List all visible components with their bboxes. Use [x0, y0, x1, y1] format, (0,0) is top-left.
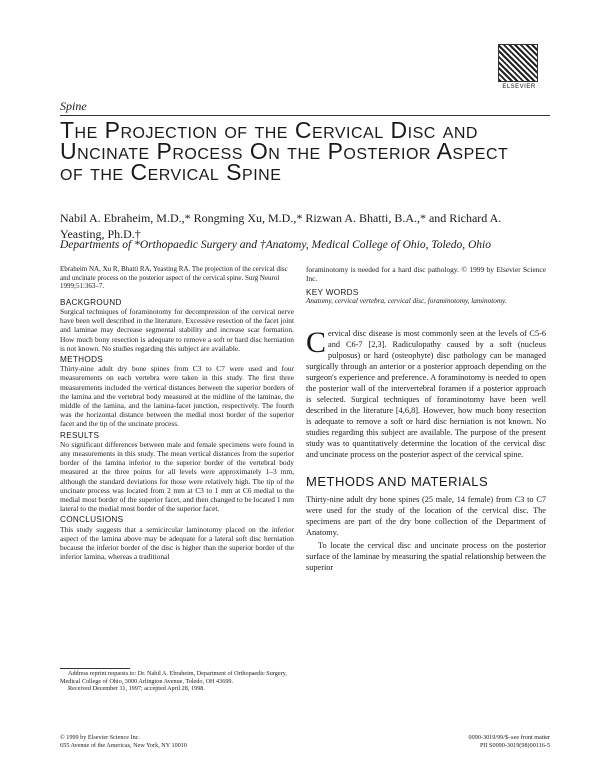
drop-cap: C [306, 326, 327, 360]
citation: Ebraheim NA, Xu R, Bhatti RA, Yeasting RA. The projection of the cervical disc and uncinate process on the posterior aspect of the cervical spine. Surg Neurol 1999;51:363–7. [60, 265, 288, 291]
reprint-address: Address reprint requests to: Dr. Nabil A. Ebraheim, Department of Orthopaedic Surgery, Medical College of Ohio, 3000 Arlington Avenue, Toledo, OH 43699. [60, 670, 287, 685]
publisher-address: 655 Avenue of the Americas, New York, NY 10010 [60, 741, 187, 749]
article-title: The Projection of the Cervical Disc and Uncinate Process On the Posterior Aspect of the Cervical Spine [60, 117, 509, 185]
background-text: Surgical techniques of foraminotomy for decompression of the cervical nerve have been well described in the literature. Excessive resection of the facet joint and laminae may decrease segmental stability and increase scar formation. How much bony resection is adequate to remove a soft or hard disc herniation is not known. No studies regarding this subject are available. [60, 306, 294, 353]
abstract-column [60, 265, 294, 563]
pii-line: PII S0090-3019(98)00116-5 [479, 741, 550, 749]
conclusions-continued: foraminotomy is needed for a hard disc pathology. © 1999 by Elsevier Science Inc. [306, 265, 546, 284]
publisher-logo-text: ELSEVIER [502, 84, 536, 90]
methods-paragraph-2: To locate the cervical disc and uncinate process on the posterior surface of the laminae by measuring the spatial relationship between the superior [306, 541, 546, 573]
copyright-line: © 1999 by Elsevier Science Inc. [60, 734, 140, 741]
introduction-text: ervical disc disease is most commonly seen at the levels of C5-6 and C6-7 [2,3]. Radiculopathy caused by a soft (nucleus pulposus) or hard (osteophyte) disc pathology can be managed surgically through an anterior or a posterior approach depending on the surgeon's experience and preference. A foraminotomy is needed to open the posterior wall of the intervertebral foramen if a posterior approach is selected. Surgical techniques of foraminotomy have been well described in the literature [4,6,8]. However, how much bony resection is adequate to remove a soft or hard disc herniation is not known. No studies regarding this subject are available. The purpose of the present study was to quantitatively determine the location of the cervical disc and uncinate process on the posterior aspect of the cervical spine. [306, 329, 546, 460]
publisher-logo [498, 44, 540, 90]
conclusions-heading: CONCLUSIONS [60, 515, 124, 525]
methods-text: Thirty-nine adult dry bone spines from C3 to C7 were used and four measurements on each vertebra were taken in this study. The first three measurements included the vertical distances between the superior borders of the lamina and the vertebral body measured at the midline of the laminae, the middle of the lamina, and the lamina-facet junction, respectively. The fourth was the horizontal distance between the medial most border of the superior facet and the tip of the uncinate process. [60, 364, 294, 429]
affiliation: Departments of *Orthopaedic Surgery and †Anatomy, Medical College of Ohio, Toledo, Ohio [60, 239, 491, 251]
results-text: No significant differences between male and female specimens were found in any measurements in this study. The mean vertical distances from the superior border of the lamina inferior to the superior border of the vertebral body measured at the three points for all levels were approximately 1–3 mm, although the standard deviations for those were relatively high. The tip of the uncinate process was located from 2 mm at C3 to 1 mm at C6 medial to the medial most border of the superior facet, and then changed to be located 1 mm lateral to the medial most border of the superior facet. [60, 439, 294, 514]
methods-heading: METHODS [60, 355, 104, 364]
received-dates: Received December 11, 1997; accepted April 28, 1998. [68, 685, 205, 693]
keywords-heading: KEY WORDS [306, 288, 359, 298]
methods-paragraph-1: Thirty-nine adult dry bone spines (25 male, 14 female) from C3 to C7 were used for the study of the location of the cervical disc. The specimens are part of the dry bone collection of the Department of Anatomy. [306, 495, 546, 538]
section-label: Spine [60, 99, 87, 113]
methods-materials-heading: METHODS AND MATERIALS [306, 474, 489, 490]
introduction-paragraph [306, 328, 546, 460]
identifier-block [469, 734, 550, 749]
elsevier-tree-icon [498, 44, 538, 82]
author-list: Nabil A. Ebraheim, M.D.,* Rongming Xu, M.D.,* Rizwan A. Bhatti, B.A.,* and Richard A. Yeasting, Ph.D.† [60, 211, 502, 241]
footnote-rule [60, 668, 130, 669]
conclusions-text: This study suggests that a semicircular laminotomy placed on the inferior aspect of the lamina above may be adequate for a lateral soft disc herniation because the inferior border of the disc is higher than the superior border of the inferior lamina, whereas a traditional [60, 524, 294, 562]
issn-line: 0090-3019/99/$–see front matter [468, 734, 550, 741]
copyright-block [60, 734, 187, 749]
right-column [306, 265, 546, 573]
background-heading: BACKGROUND [60, 297, 122, 307]
results-heading: RESULTS [60, 430, 100, 440]
keywords-text: Anatomy, cervical vertebra, cervical disc, foraminotomy, laminotomy. [306, 297, 507, 306]
footnote [60, 670, 294, 693]
header-rule [60, 115, 550, 116]
